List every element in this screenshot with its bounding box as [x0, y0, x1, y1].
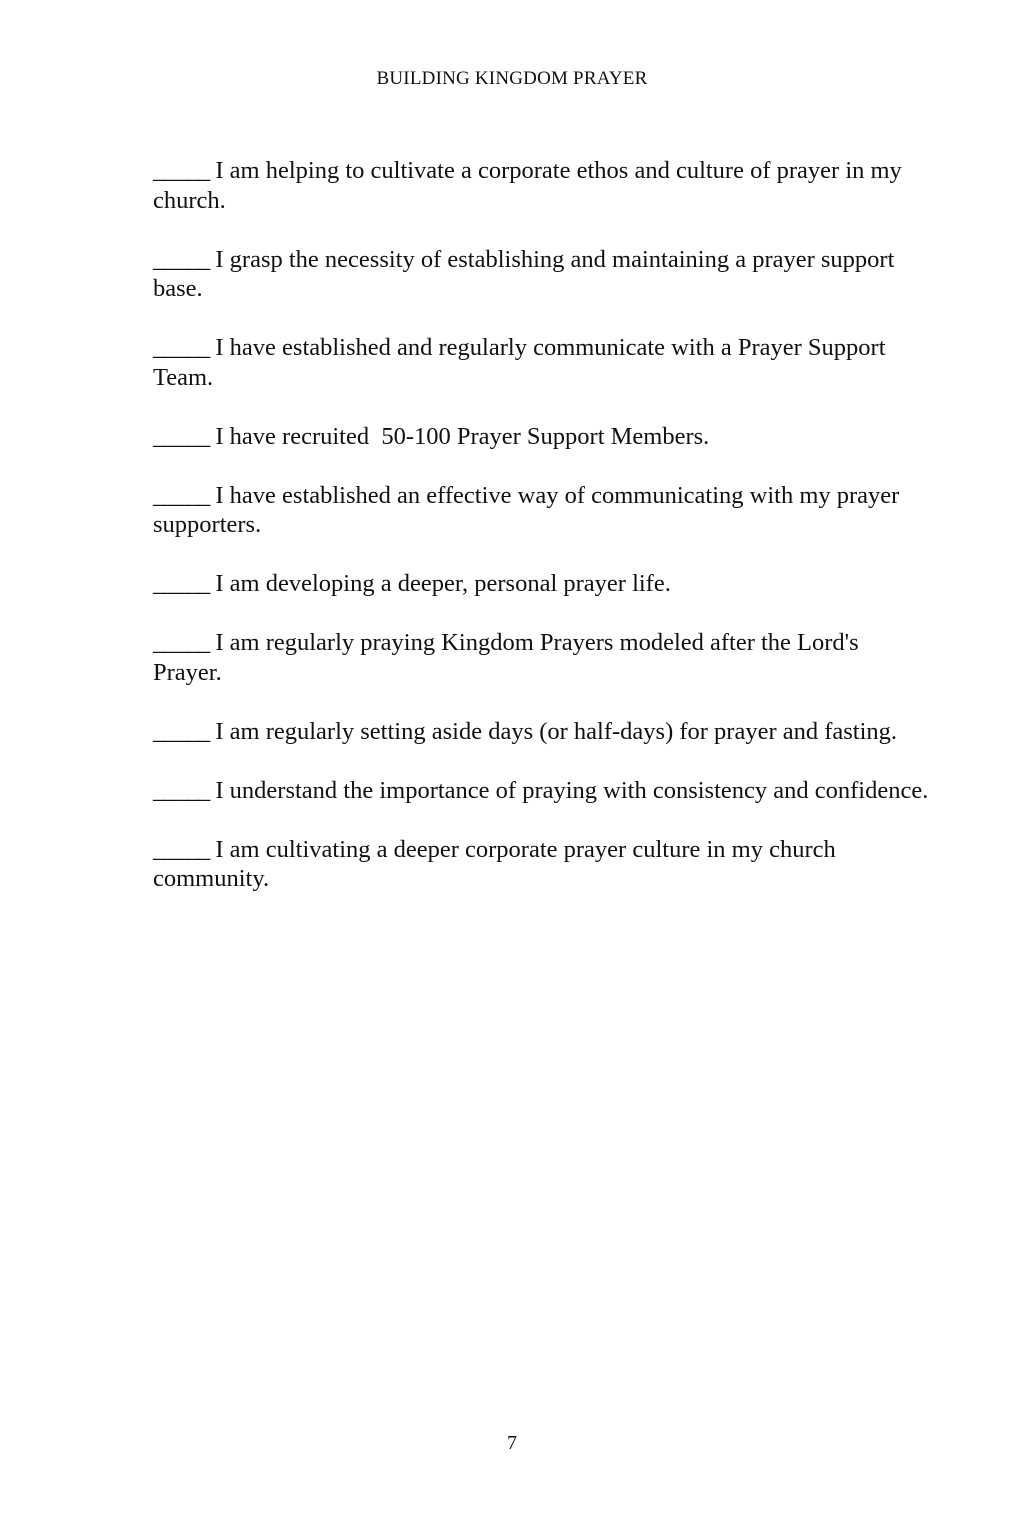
checklist-item-text: I have established an effective way of communicating with my prayer supporters. [153, 481, 900, 538]
checklist-blank: _____ [153, 157, 210, 184]
self-assessment-checklist [153, 156, 933, 923]
checklist-blank: _____ [153, 835, 210, 863]
checklist-blank: _____ [153, 481, 210, 509]
checklist-item [153, 422, 933, 452]
checklist-blank: _____ [153, 570, 210, 597]
checklist-item-text: I am regularly praying Kingdom Prayers modeled after the Lord's Prayer. [153, 629, 859, 686]
checklist-item [153, 776, 933, 806]
checklist-item-text: I am helping to cultivate a corporate ethos and culture of prayer in my church. [153, 157, 902, 214]
checklist-item-text: I have recruited 50-100 Prayer Support Members. [215, 422, 710, 450]
checklist-blank: _____ [153, 334, 210, 361]
page-number: 7 [507, 1432, 517, 1454]
checklist-item [153, 333, 933, 392]
checklist-item-text: I am cultivating a deeper corporate prayer culture in my church community. [153, 835, 836, 892]
checklist-item-text: I understand the importance of praying with consistency and confidence. [215, 776, 929, 804]
checklist-item [153, 628, 933, 687]
checklist-blank: _____ [153, 717, 210, 745]
checklist-item [153, 156, 933, 215]
checklist-item [153, 835, 933, 894]
checklist-item-text: I am regularly setting aside days (or half-days) for prayer and fasting. [215, 717, 898, 745]
checklist-item [153, 481, 933, 540]
checklist-blank: _____ [153, 776, 210, 804]
checklist-item-text: I am developing a deeper, personal prayer life. [215, 570, 671, 597]
checklist-blank: _____ [153, 629, 210, 656]
checklist-item [153, 245, 933, 304]
checklist-item-text: I grasp the necessity of establishing and maintaining a prayer support base. [153, 245, 895, 302]
checklist-blank: _____ [153, 245, 210, 273]
running-header: BUILDING KINGDOM PRAYER [376, 68, 648, 89]
checklist-item-text: I have established and regularly communicate with a Prayer Support Team. [153, 334, 886, 391]
checklist-item [153, 717, 933, 747]
checklist-blank: _____ [153, 422, 210, 450]
checklist-item [153, 569, 933, 599]
